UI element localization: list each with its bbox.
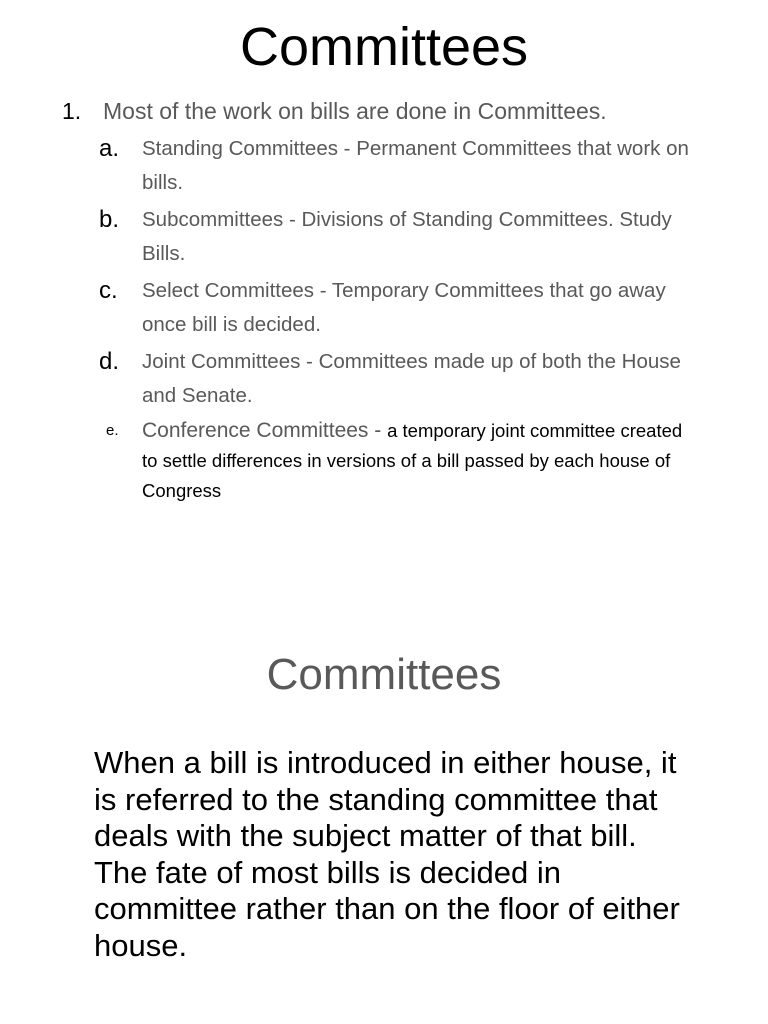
sub-item-letter: a. xyxy=(99,135,120,162)
page-title: Committees xyxy=(239,17,529,77)
sub-item-conference xyxy=(0,416,768,506)
sub-item-letter: e. xyxy=(106,422,119,439)
slide-body: When a bill is introduced in either house, it is referred to the standing committee that deals with the subject matter of that bill. The fate of most bills is decided in committee rather than on the floor of either house. xyxy=(94,745,680,963)
list-number: 1. xyxy=(62,98,82,124)
sub-item-lead: Conference Committees - xyxy=(142,419,388,442)
sub-item-joint xyxy=(0,345,768,413)
sub-item-select xyxy=(0,274,768,342)
slide-title: Committees xyxy=(266,650,502,699)
sub-item-text: Joint Committees - Committees made up of both the House and Senate. xyxy=(142,350,681,407)
sub-item-standing xyxy=(0,132,768,200)
sub-item-letter: c. xyxy=(99,277,118,304)
sub-item-definition: a temporary joint committee created to settle differences in versions of a bill passed by each house of Congress xyxy=(142,420,683,501)
sub-item-text: Subcommittees - Divisions of Standing Committees. Study Bills. xyxy=(142,208,672,265)
list-item-text: Most of the work on bills are done in Committees. xyxy=(103,98,607,124)
sub-item-letter: d. xyxy=(99,348,120,375)
sub-item-text xyxy=(142,416,698,506)
sub-item-subcommittees xyxy=(0,203,768,271)
sub-item-text: Standing Committees - Permanent Committees that work on bills. xyxy=(142,137,689,194)
sub-item-letter: b. xyxy=(99,206,120,233)
sub-list xyxy=(0,132,768,509)
sub-item-text: Select Committees - Temporary Committees that go away once bill is decided. xyxy=(142,279,666,336)
